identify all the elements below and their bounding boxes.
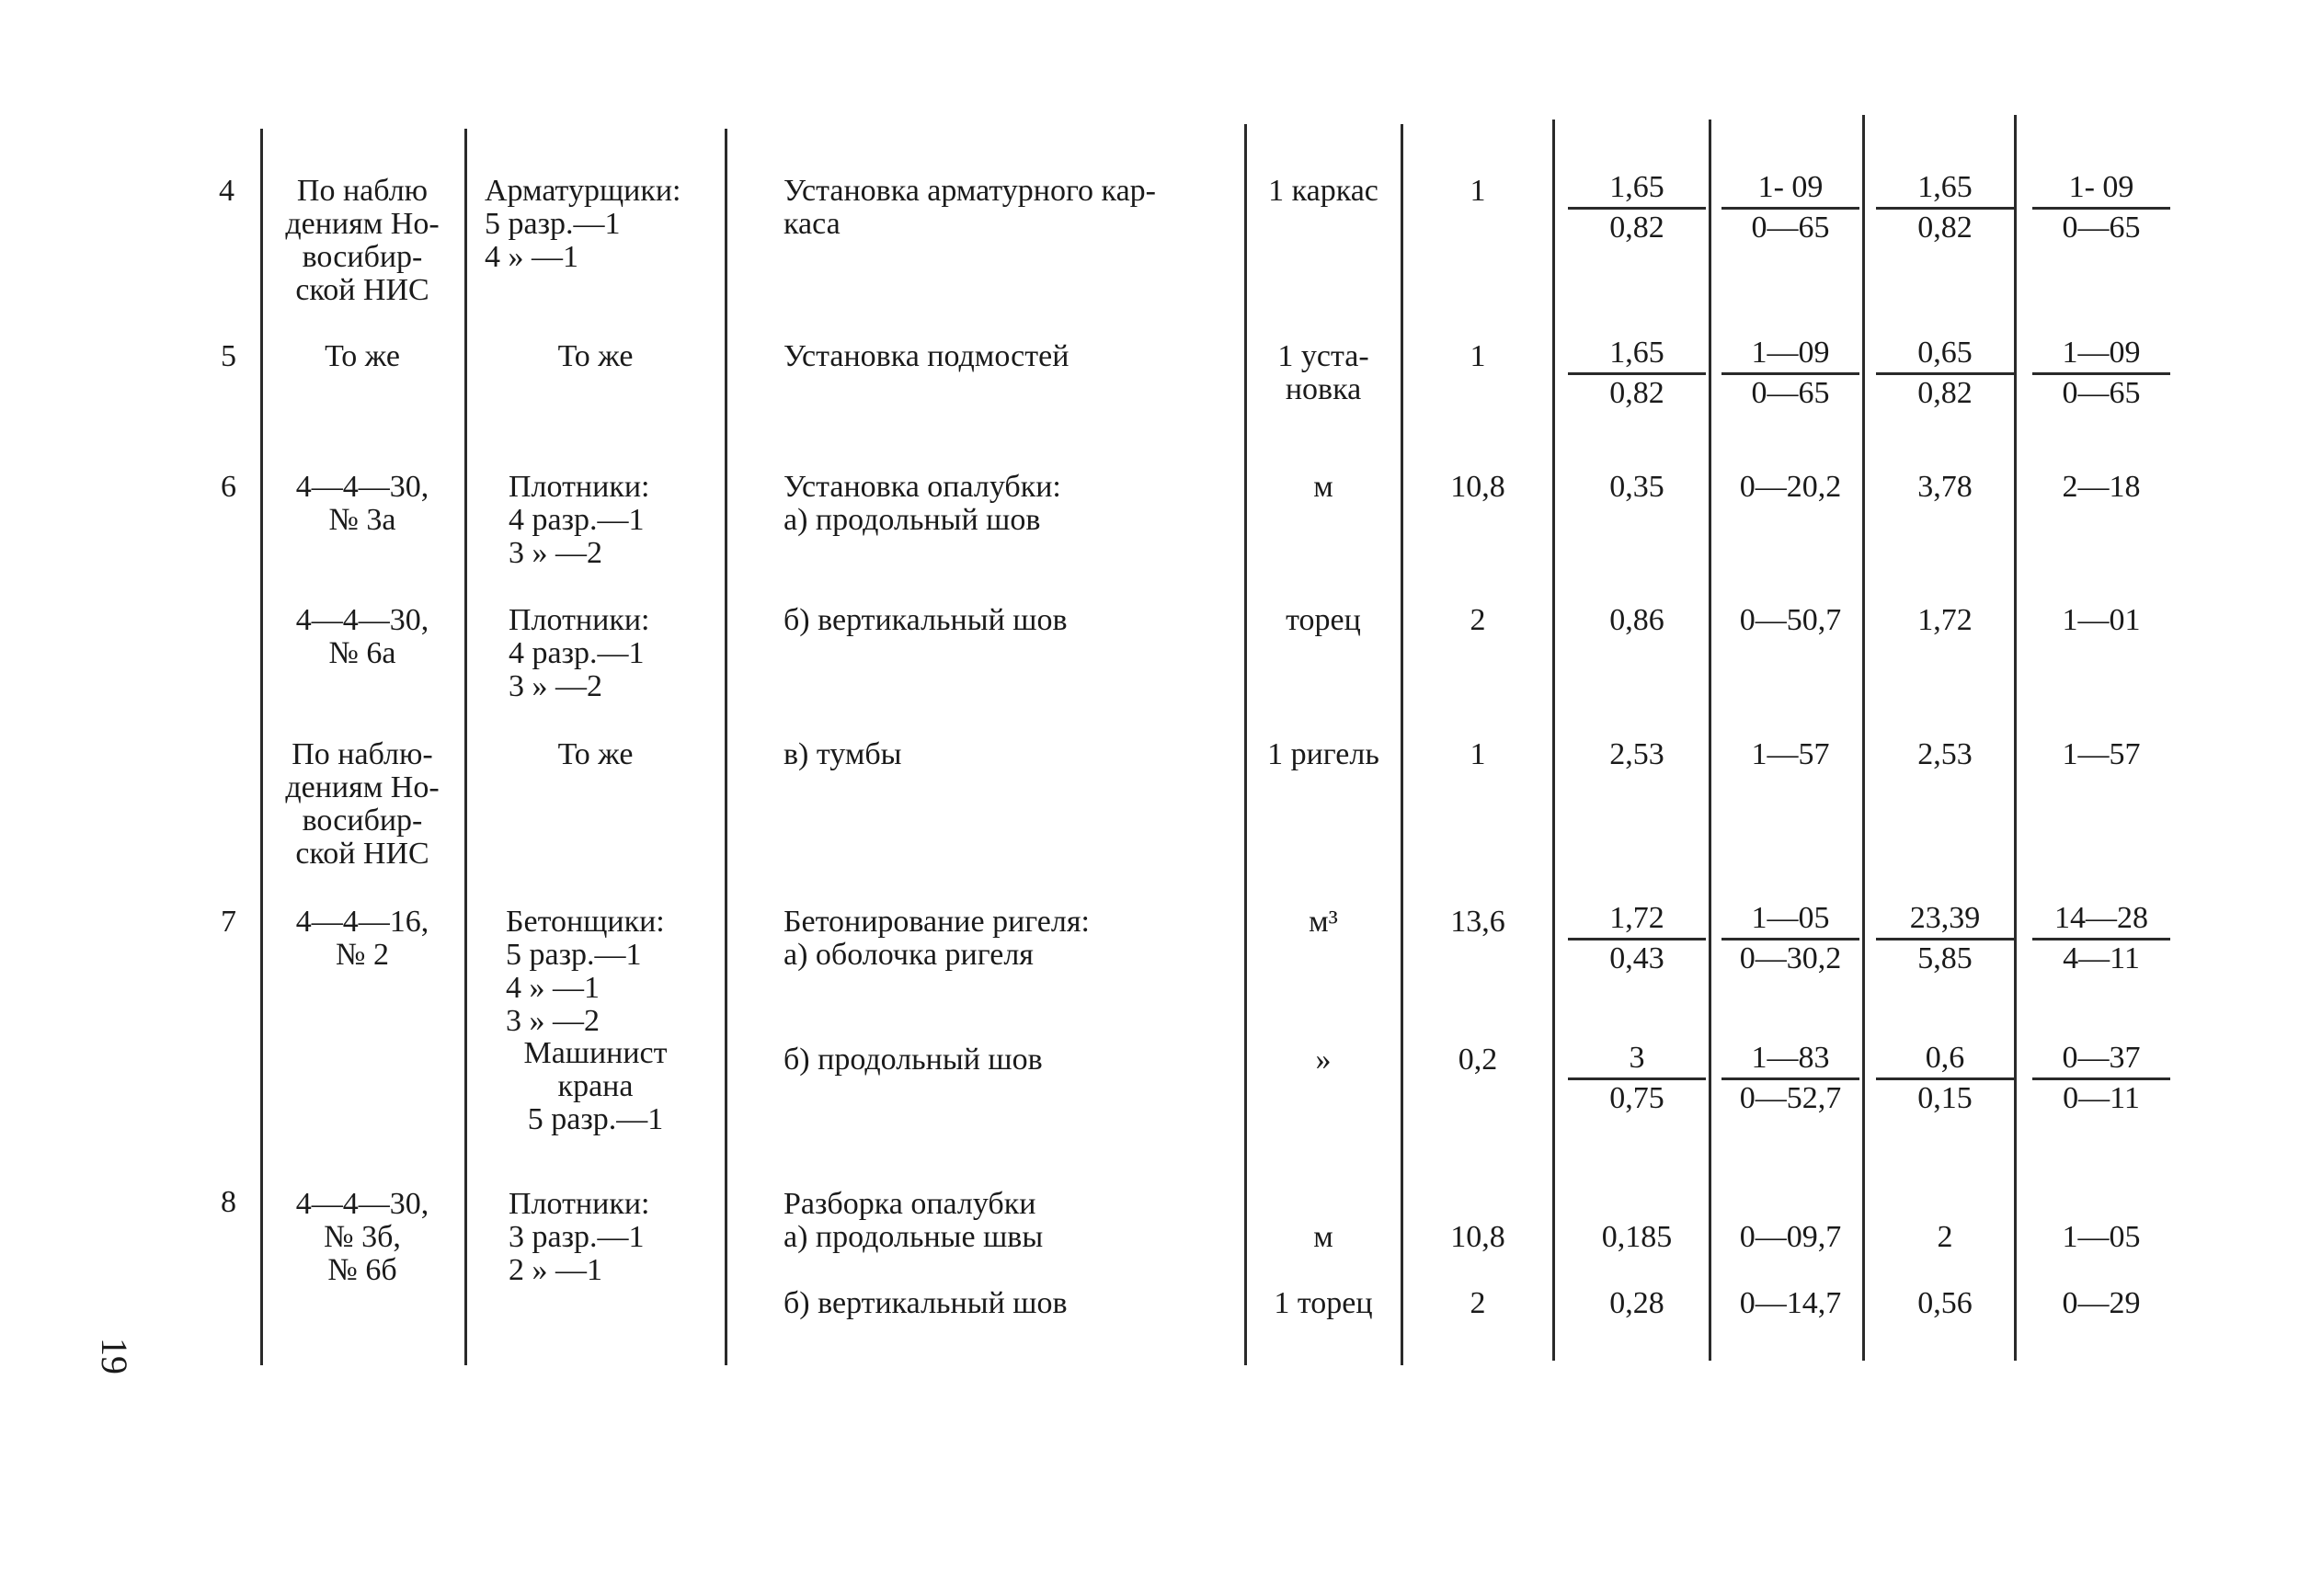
norm-time-value: 2,53 [1609,737,1664,771]
crew-cell: Плотники: 4 разр.—1 3 » —2 [509,470,650,570]
source-cell: 4—4—30, № 6а [295,603,429,670]
total-cost-value: 2—18 [2062,470,2141,504]
column-rule [260,129,263,1365]
qty-cell: 2 [1470,603,1486,637]
total-cost-value: 1—05 [2062,1220,2141,1254]
qty-cell: 13,6 [1450,905,1505,939]
total-time-value: 3,78 [1917,470,1973,504]
source-cell: 4—4—30, № 3б, № 6б [295,1187,429,1287]
crew-cell: Плотники: 4 разр.—1 3 » —2 [509,603,650,703]
crew-cell: Машинист крана 5 разр.—1 [523,1036,668,1136]
total-cost-fraction: $\frac{14—28}{4—11}$ [2032,899,2170,977]
qty-cell: 1 [1470,174,1486,208]
page-number: 19 [94,1338,135,1374]
norm-time-fraction: $\frac{1,65}{0,82}$ [1568,334,1706,412]
total-time-value: 1,72 [1917,603,1973,637]
work-cell: Разборка опалубки [783,1187,1036,1221]
crew-cell: То же [557,339,634,373]
total-time-value: 0,56 [1917,1286,1973,1320]
qty-cell: 1 [1470,737,1486,771]
unit-cell: м [1313,470,1333,504]
total-cost-value: 1—57 [2062,737,2141,771]
unit-cell: » [1315,1043,1332,1077]
column-rule [1244,124,1247,1365]
source-cell: По наблю- дениям Но- восибир- ской НИС [285,737,440,871]
row-number: 7 [221,905,236,939]
work-cell: Установка опалубки: а) продольный шов [783,470,1061,537]
source-cell: 4—4—30, № 3а [295,470,429,537]
rate-value: 0—14,7 [1739,1286,1842,1320]
unit-cell: 1 уста- новка [1277,339,1369,406]
total-time-fraction: $\frac{0,65}{0,82}$ [1876,334,2014,412]
column-rule [1552,120,1555,1361]
row-number: 6 [221,470,236,504]
rate-fraction: $\frac{1—09}{0—65}$ [1721,334,1859,412]
norm-time-value: 0,86 [1609,603,1664,637]
norm-time-fraction: $\frac{1,72}{0,43}$ [1568,899,1706,977]
source-cell: По наблю дениям Но- восибир- ской НИС [285,174,440,307]
unit-cell: 1 каркас [1268,174,1378,208]
norm-time-value: 0,185 [1601,1220,1673,1254]
row-number: 8 [221,1185,236,1219]
column-rule [1401,124,1403,1365]
total-cost-fraction: $\frac{1—09}{0—65}$ [2032,334,2170,412]
work-cell: б) вертикальный шов [783,603,1068,637]
column-rule [725,129,727,1365]
unit-cell: м [1313,1220,1333,1254]
qty-cell: 10,8 [1450,470,1505,504]
qty-cell: 10,8 [1450,1220,1505,1254]
total-cost-fraction: $\frac{1- 09}{0—65}$ [2032,168,2170,246]
crew-cell: Плотники: 3 разр.—1 2 » —1 [509,1187,650,1287]
unit-cell: торец [1286,603,1361,637]
work-cell: Установка арматурного кар- каса [783,174,1156,241]
work-cell: б) продольный шов [783,1043,1043,1077]
rate-fraction: $\frac{1—05}{0—30,2}$ [1721,899,1859,977]
rate-fraction: $\frac{1- 09}{0—65}$ [1721,168,1859,246]
total-time-fraction: $\frac{0,6}{0,15}$ [1876,1039,2014,1117]
rate-fraction: $\frac{1—83}{0—52,7}$ [1721,1039,1859,1117]
total-time-fraction: $\frac{1,65}{0,82}$ [1876,168,2014,246]
total-time-value: 2 [1937,1220,1953,1254]
rate-value: 0—09,7 [1739,1220,1842,1254]
column-rule [464,129,467,1365]
norm-time-fraction: $\frac{1,65}{0,82}$ [1568,168,1706,246]
total-cost-value: 1—01 [2062,603,2141,637]
column-rule [2014,115,2017,1361]
total-time-value: 2,53 [1917,737,1973,771]
unit-cell: 1 ригель [1267,737,1379,771]
row-number: 5 [221,339,236,373]
work-cell: Установка подмостей [783,339,1069,373]
norm-time-value: 0,35 [1609,470,1664,504]
rate-value: 0—50,7 [1739,603,1842,637]
work-cell: Бетонирование ригеля: а) оболочка ригеля [783,905,1090,972]
source-cell: То же [325,339,400,373]
unit-cell: 1 торец [1274,1286,1373,1320]
crew-cell: Бетонщики: 5 разр.—1 4 » —1 3 » —2 [506,905,665,1038]
qty-cell: 1 [1470,339,1486,373]
column-rule [1709,120,1711,1361]
work-cell: б) вертикальный шов [783,1286,1068,1320]
norm-time-fraction: $\frac{3}{0,75}$ [1568,1039,1706,1117]
work-cell: в) тумбы [783,737,902,771]
source-cell: 4—4—16, № 2 [295,905,429,972]
rate-value: 1—57 [1751,737,1830,771]
rate-value: 0—20,2 [1739,470,1842,504]
crew-cell: То же [557,737,634,771]
total-cost-fraction: $\frac{0—37}{0—11}$ [2032,1039,2170,1117]
work-cell: а) продольные швы [783,1220,1044,1254]
column-rule [1862,115,1865,1361]
unit-cell: м³ [1309,905,1338,939]
total-cost-value: 0—29 [2062,1286,2141,1320]
total-time-fraction: $\frac{23,39}{5,85}$ [1876,899,2014,977]
qty-cell: 2 [1470,1286,1486,1320]
crew-cell: Арматурщики: 5 разр.—1 4 » —1 [485,174,681,274]
qty-cell: 0,2 [1458,1043,1498,1077]
norm-time-value: 0,28 [1609,1286,1664,1320]
row-number: 4 [219,174,234,208]
